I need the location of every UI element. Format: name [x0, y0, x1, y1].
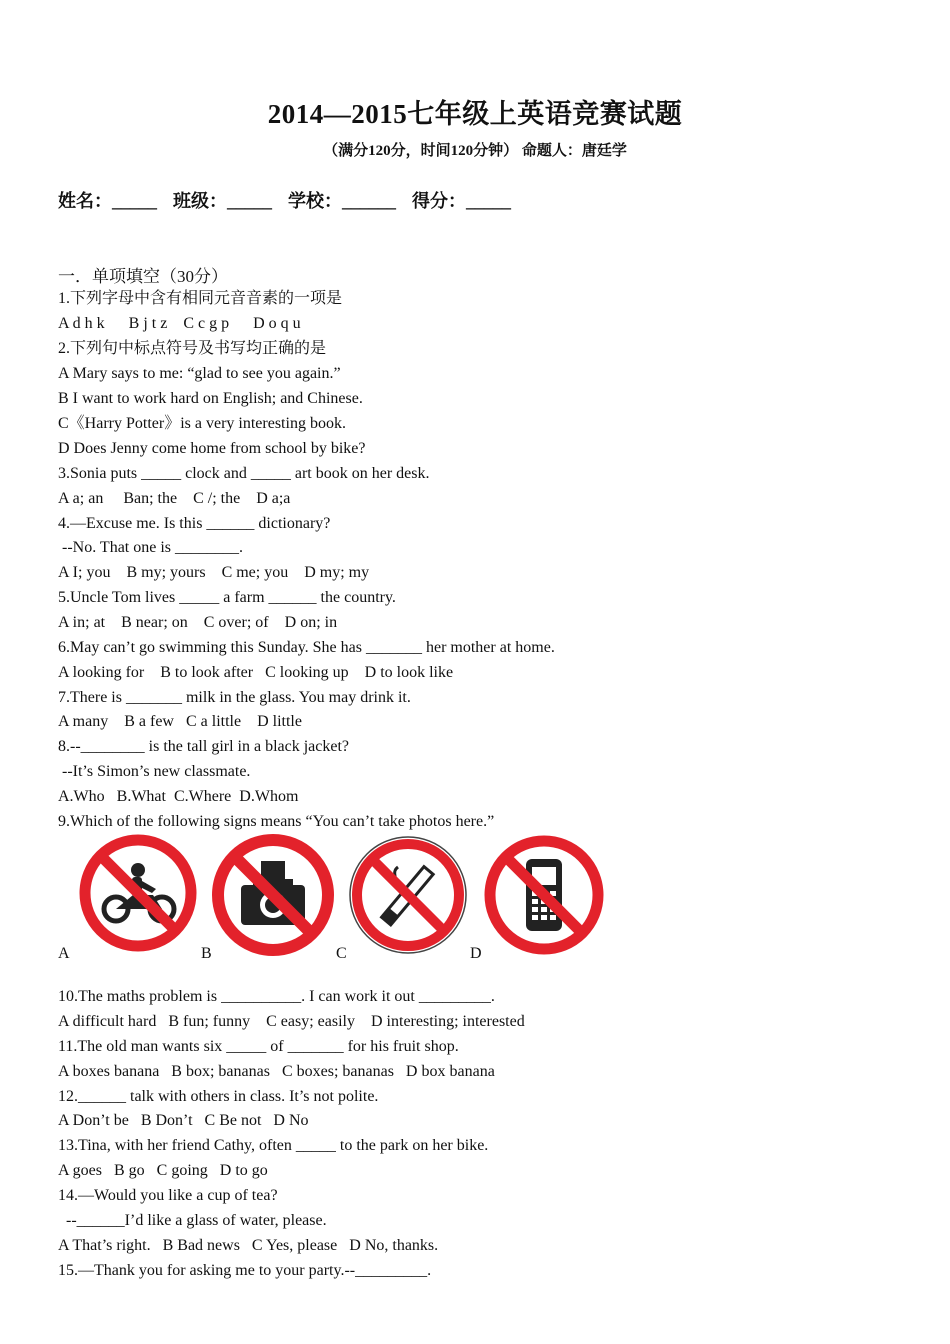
question-line: 8.--________ is the tall girl in a black jacket?	[58, 738, 350, 755]
question-line: 9.Which of the following signs means “You can’t take photos here.”	[58, 813, 495, 830]
no-motorcycle-icon	[78, 833, 198, 953]
question-line: A.Who B.What C.Where D.Whom	[58, 788, 299, 805]
sign-label-d: D	[470, 945, 482, 962]
question-line: 6.May can’t go swimming this Sunday. She has _______ her mother at home.	[58, 639, 555, 656]
no-smoking-icon	[346, 833, 470, 957]
question-line: 2.下列句中标点符号及书写均正确的是	[58, 340, 327, 357]
school-field: 学校：______	[288, 191, 396, 211]
question-line: A That’s right. B Bad news C Yes, please D No, thanks.	[58, 1237, 439, 1254]
question-line: 4.—Excuse me. Is this ______ dictionary?	[58, 515, 331, 532]
name-field: 姓名：_____	[58, 191, 157, 211]
question-line: 3.Sonia puts _____ clock and _____ art book on her desk.	[58, 465, 430, 482]
question-line: 15.—Thank you for asking me to your party.--_________.	[58, 1262, 432, 1279]
question-line: 11.The old man wants six _____ of _______ for his fruit shop.	[58, 1038, 459, 1055]
page-subtitle: （满分120分，时间120分钟） 命题人：唐廷学	[323, 143, 627, 159]
question-line: A I; you B my; yours C me; you D my; my	[58, 564, 370, 581]
section-title: 一．单项填空（30分）	[58, 267, 228, 286]
question-line: A difficult hard B fun; funny C easy; easily D interesting; interested	[58, 1013, 525, 1030]
question-line: B I want to work hard on English; and Chinese.	[58, 390, 363, 407]
question-line: 5.Uncle Tom lives _____ a farm ______ the country.	[58, 589, 396, 606]
question-line: A many B a few C a little D little	[58, 713, 302, 730]
question-line: A a; an Ban; the C /; the D a;a	[58, 490, 291, 507]
question-line: C《Harry Potter》is a very interesting book.	[58, 415, 346, 432]
no-phone-icon	[482, 833, 606, 957]
question-line: --It’s Simon’s new classmate.	[58, 763, 251, 780]
question-line: --______I’d like a glass of water, please.	[58, 1212, 327, 1229]
sign-label-a: A	[58, 945, 70, 962]
question-line: A Don’t be B Don’t C Be not D No	[58, 1112, 309, 1129]
question-line: 14.—Would you like a cup of tea?	[58, 1187, 278, 1204]
score-field: 得分：_____	[412, 191, 511, 211]
question-line: A Mary says to me: “glad to see you again.”	[58, 365, 341, 382]
question-line: 13.Tina, with her friend Cathy, often _____ to the park on her bike.	[58, 1137, 489, 1154]
sign-label-c: C	[336, 945, 347, 962]
question-line: 7.There is _______ milk in the glass. You may drink it.	[58, 689, 411, 706]
student-info-row	[58, 187, 511, 213]
question-line: A in; at B near; on C over; of D on; in	[58, 614, 338, 631]
no-camera-icon	[211, 833, 335, 957]
question-line: 12.______ talk with others in class. It’s not polite.	[58, 1088, 379, 1105]
sign-label-b: B	[201, 945, 212, 962]
question-line: A goes B go C going D to go	[58, 1162, 268, 1179]
question-line: A boxes banana B box; bananas C boxes; bananas D box banana	[58, 1063, 495, 1080]
question-line: 10.The maths problem is __________. I can work it out _________.	[58, 988, 495, 1005]
sign-options	[58, 833, 618, 963]
question-line: D Does Jenny come home from school by bike?	[58, 440, 366, 457]
question-line: A looking for B to look after C looking up D to look like	[58, 664, 454, 681]
question-line: A d h k B j t z C c g p D o q u	[58, 315, 301, 332]
question-line: 1.下列字母中含有相同元音音素的一项是	[58, 290, 343, 307]
question-line: --No. That one is ________.	[58, 539, 244, 556]
class-field: 班级：_____	[173, 191, 272, 211]
page-title: 2014—2015七年级上英语竞赛试题	[267, 99, 683, 129]
